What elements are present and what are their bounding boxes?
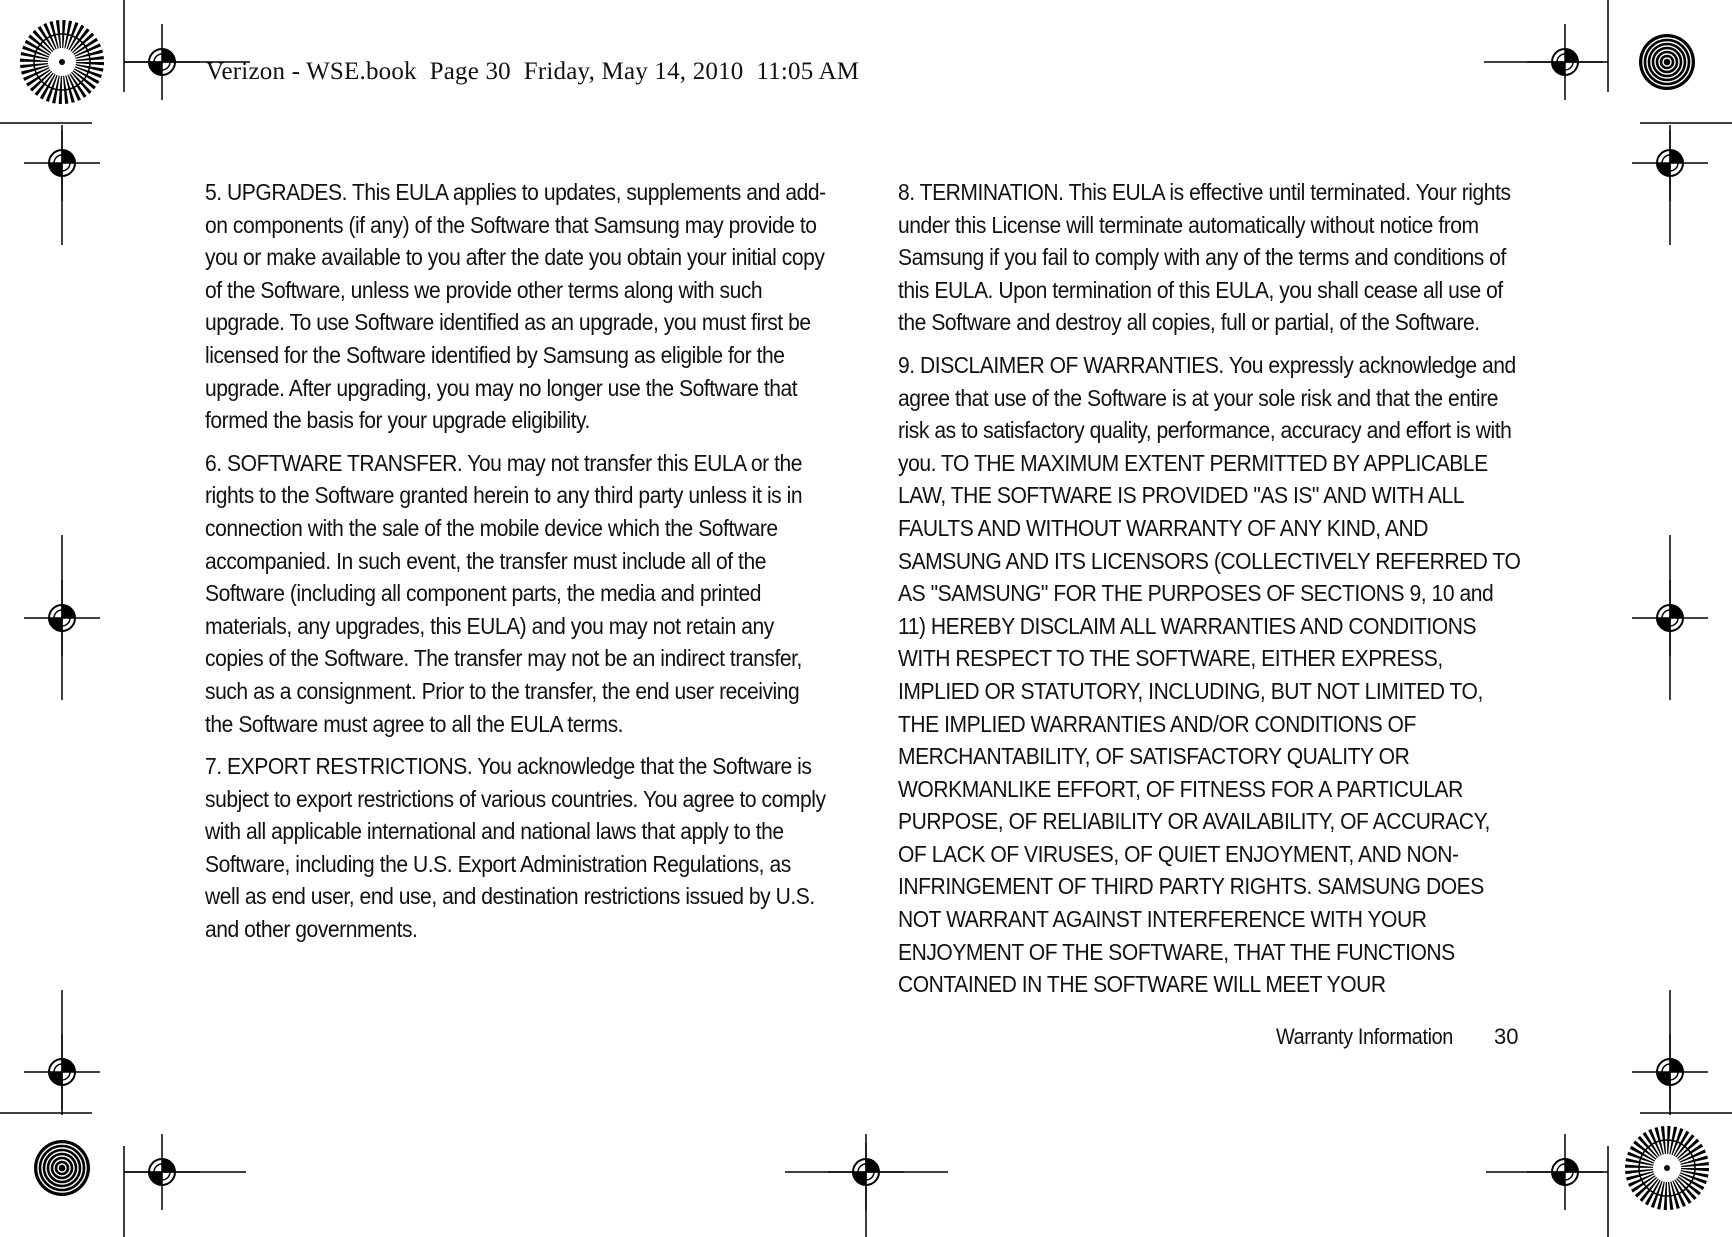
registration-mark-icon	[1632, 580, 1708, 656]
section-disclaimer-of-warranties: 9. DISCLAIMER OF WARRANTIES. You expressly acknowledge and agree that use of the Software is at your sole risk and that the entire risk as to satisfactory quality, performance, accuracy and effort is with you. TO THE MAXIMUM EXTENT PERMITTED BY APPLICABLE LAW, THE SOFTWARE IS PROVIDED "AS IS" AND WITH ALL FAULTS AND WITHOUT WARRANTY OF ANY KIND, AND SAMSUNG AND ITS LICENSORS (COLLECTIVELY REFERRED TO AS "SAMSUNG" FOR THE PURPOSES OF SECTIONS 9, 10 and 11) HEREBY DISCLAIM ALL WARRANTIES AND CONDITIONS WITH RESPECT TO THE SOFTWARE, EITHER EXPRESS, IMPLIED OR STATUTORY, INCLUDING, BUT NOT LIMITED TO, THE IMPLIED WARRANTIES AND/OR CONDITIONS OF MERCHANTABILITY, OF SATISFACTORY QUALITY OR WORKMANLIKE EFFORT, OF FITNESS FOR A PARTICULAR PURPOSE, OF RELIABILITY OR AVAILABILITY, OF ACCURACY, OF LACK OF VIRUSES, OF QUIET ENJOYMENT, AND NON-INFRINGEMENT OF THIRD PARTY RIGHTS. SAMSUNG DOES NOT WARRANT AGAINST INTERFERENCE WITH YOUR ENJOYMENT OF THE SOFTWARE, THAT THE FUNCTIONS CONTAINED IN THE SOFTWARE WILL MEET YOUR	[898, 351, 1521, 998]
registration-mark-icon	[24, 580, 100, 656]
registration-mark-icon	[24, 1034, 100, 1110]
section-termination: 8. TERMINATION. This EULA is effective until terminated. Your rights under this License will terminate automatically without notice from Samsung if you fail to comply with any of the terms and conditions of this EULA. Upon termination of this EULA, you shall cease all use of the Software and destroy all copies, full or partial, of the Software.	[898, 179, 1511, 336]
registration-mark-icon	[1632, 1034, 1708, 1110]
section-upgrades: 5. UPGRADES. This EULA applies to updates, supplements and add-on components (if any) of the Software that Samsung may provide to you or make available to you after the date you obtain your initial copy of the Software, unless we provide other terms along with such upgrade. To use Software identified as an upgrade, you must first be licensed for the Software identified by Samsung as eligible for the upgrade. After upgrading, you may no longer use the Software that formed the basis for your upgrade eligibility.	[205, 179, 826, 434]
print-slug-header: Verizon - WSE.book Page 30 Friday, May 14, 2010 11:05 AM	[206, 58, 860, 85]
section-software-transfer: 6. SOFTWARE TRANSFER. You may not transfer this EULA or the rights to the Software granted herein to any third party unless it is in connection with the sale of the mobile device which the Software accompanied. In such event, the transfer must include all of the Software (including all component parts, the media and printed materials, any upgrades, this EULA) and you may not retain any copies of the Software. The transfer may not be an indirect transfer, such as a consignment. Prior to the transfer, the end user receiving the Software must agree to all the EULA terms.	[205, 449, 803, 737]
star-target-icon	[1639, 1140, 1695, 1196]
footer-section-title: Warranty Information	[1276, 1024, 1453, 1049]
registration-mark-icon	[1632, 125, 1708, 201]
ring-target-icon	[34, 1140, 90, 1196]
section-export-restrictions: 7. EXPORT RESTRICTIONS. You acknowledge that the Software is subject to export restrictions of various countries. You agree to comply with all applicable international and national laws that apply to the Software, including the U.S. Export Administration Regulations, as well as end user, end use, and destination restrictions issued by U.S. and other governments.	[205, 753, 826, 943]
ring-target-icon	[1639, 34, 1695, 90]
star-target-icon	[34, 34, 90, 90]
page-number: 30	[1494, 1024, 1519, 1049]
registration-mark-icon	[24, 125, 100, 201]
left-column	[205, 176, 827, 956]
right-column	[898, 176, 1524, 1011]
